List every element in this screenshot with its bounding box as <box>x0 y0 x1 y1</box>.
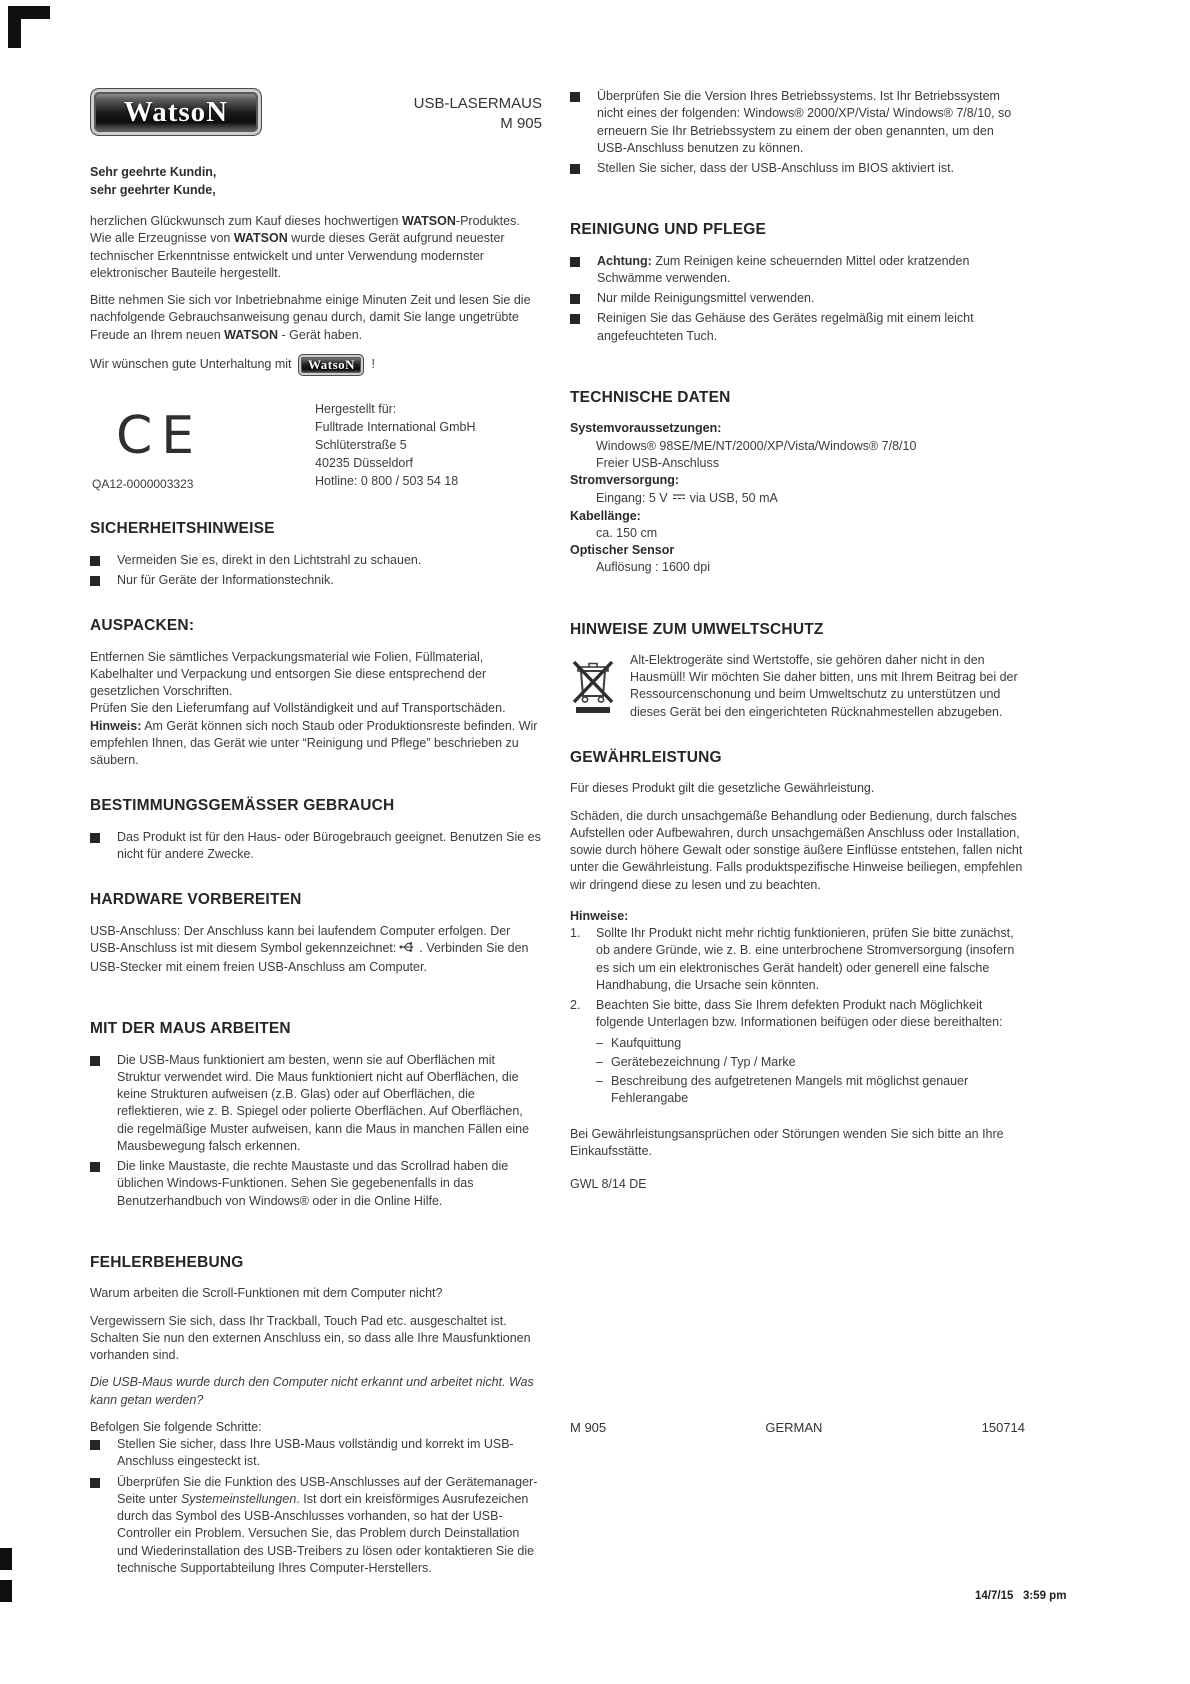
text-fragment: Am Gerät können sich noch Staub oder Produktionsreste befinden. Wir empfehlen Ihnen, das Gerät wie unter “Reinigung und Pflege” beschrieben zu säubern. <box>90 718 538 768</box>
text-fragment: . Verbinden Sie den USB-Stecker mit einem freien USB-Anschluss am Computer. <box>90 940 529 975</box>
item-number: 2. <box>570 998 581 1012</box>
list-item <box>90 1436 542 1471</box>
spec-label: Systemvoraussetzungen: <box>570 421 722 436</box>
list-item <box>90 829 542 864</box>
paragraph: Schäden, die durch unsachgemäße Behandlung oder Bedienung, durch falsches Aufstellen oder Aufbewahren, durch unsachgemäßen Anschluss oder Installation, sowie durch höhere Gewalt oder sonstige äußere Einflüsse entstehen, fallen nicht unter die Gewährleistung. Falls produktspezifische Hinweise beiliegen, empfehlen wir dringend diese zu lesen und zu beachten. <box>570 808 1023 892</box>
spec-value: ca. 150 cm <box>596 525 658 540</box>
section-using-mouse <box>90 1018 542 1210</box>
text-fragment: Überprüfen Sie die Funktion des USB-Anschlusses auf der Gerätemanager-Seite unter <box>117 1474 538 1506</box>
salutation-line: Sehr geehrte Kundin, <box>90 165 217 179</box>
document-code: GWL 8/14 DE <box>570 1177 647 1191</box>
bullet-square-icon <box>570 257 580 267</box>
dash-bullet: – <box>596 1054 603 1069</box>
watson-logo-text: WatsoN <box>307 356 356 372</box>
watson-logo <box>90 88 262 136</box>
manufacturer-line: 40235 Düsseldorf <box>315 456 413 471</box>
section-intended-use <box>90 795 542 863</box>
brand-name: WATSON <box>233 231 288 246</box>
list-item <box>570 290 1025 307</box>
brand-name: WATSON <box>401 214 456 228</box>
spec-label: Stromversorgung: <box>570 473 680 487</box>
spec-label: Optischer Sensor <box>570 543 675 557</box>
list-item <box>570 160 1025 177</box>
question: Warum arbeiten die Scroll-Funktionen mit dem Computer nicht? <box>90 1286 443 1301</box>
numbered-item <box>570 925 1025 994</box>
section-safety <box>90 518 542 589</box>
notes-label: Hinweise: <box>570 908 629 923</box>
list-item-text: Die USB-Maus funktioniert am besten, wenn sie auf Oberflächen mit Struktur verwendet wird. Die Maus funktioniert nicht auf Oberflächen, die keine Strukturen aufweisen (z.B. Glas) oder auf Oberflächen, die reflektieren, wie z. B. Spiegel oder polierte Oberflächen. Auf Oberflächen, die regelmäßige Muster aufweisen, kann die Maus in manchen Fällen eine Mausbewegung falsch erkennen. <box>117 1052 530 1153</box>
bullet-square-icon <box>570 314 580 324</box>
registration-mark <box>0 1548 12 1570</box>
text-fragment: herzlichen Glückwunsch zum Kauf dieses hochwertigen <box>90 214 402 228</box>
list-item-text: Nur für Geräte der Informationstechnik. <box>117 572 334 587</box>
text-fragment: ! <box>371 357 375 372</box>
bullet-square-icon <box>570 92 580 102</box>
warning-label: Achtung: <box>597 253 652 268</box>
section-os-check <box>570 88 1025 177</box>
footer-language: GERMAN <box>765 1420 823 1435</box>
print-timestamp: 14/7/15 3:59 pm <box>975 1590 1067 1602</box>
list-item-text: Die linke Maustaste, die rechte Maustaste und das Scrollrad haben die üblichen Windows-Funktionen. Sehen Sie gegebenenfalls in das Benutzerhandbuch von Windows® oder in die Online Hilfe. <box>117 1159 509 1208</box>
list-item-text <box>117 1474 542 1578</box>
salutation <box>90 164 542 199</box>
list-item <box>570 310 1025 345</box>
bullet-square-icon <box>90 1162 100 1172</box>
paragraph: Entfernen Sie sämtliches Verpackungsmaterial wie Folien, Füllmaterial, Kabelhalter und Verpackung und entsorgen Sie diese entsprechend der gesetzlichen Vorschriften. <box>90 649 487 699</box>
list-item-text: Vermeiden Sie es, direkt in den Lichtstrahl zu schauen. <box>117 552 422 567</box>
paragraph: Vergewissern Sie sich, dass Ihr Trackball, Touch Pad etc. ausgeschaltet ist. Schalten Sie nun den externen Anschluss ein, so dass alle Ihre Mausfunktionen vorhanden sind. <box>90 1313 531 1363</box>
section-heading: FEHLERBEHEBUNG <box>90 1253 244 1271</box>
section-technical-data <box>570 387 1025 577</box>
bullet-square-icon <box>90 1056 100 1066</box>
paragraph <box>90 718 542 770</box>
paragraph <box>90 923 542 977</box>
section-heading: GEWÄHRLEISTUNG <box>570 748 722 766</box>
bullet-square-icon <box>90 833 100 843</box>
section-heading: HINWEISE ZUM UMWELTSCHUTZ <box>570 620 824 638</box>
manufacturer-line: Hotline: 0 800 / 503 54 18 <box>315 474 459 489</box>
section-cleaning <box>570 219 1025 345</box>
right-column <box>570 88 1025 1203</box>
ce-mark-icon: CE <box>116 405 204 466</box>
section-unpacking <box>90 615 542 769</box>
list-item <box>90 1474 542 1578</box>
paragraph: Für dieses Produkt gilt die gesetzliche Gewährleistung. <box>570 781 875 796</box>
list-item-text: Stellen Sie sicher, dass Ihre USB-Maus vollständig und korrekt im USB-Anschluss eingesteckt ist. <box>117 1437 514 1469</box>
list-item-text: Reinigen Sie das Gehäuse des Gerätes regelmäßig mit einem leicht angefeuchteten Tuch. <box>597 311 974 343</box>
text-fragment-italic: Systemeinstellungen <box>180 1491 297 1506</box>
list-item-text <box>597 253 1025 288</box>
manufacturer-line: Hergestellt für: <box>315 401 397 416</box>
page-footer <box>570 1420 1025 1435</box>
list-item <box>90 572 542 589</box>
dashed-item-text: Gerätebezeichnung / Typ / Marke <box>611 1054 796 1069</box>
certification-block <box>90 398 542 493</box>
brand-name: WATSON <box>224 327 279 342</box>
section-heading: REINIGUNG UND PFLEGE <box>570 221 767 239</box>
section-heading: SICHERHEITSHINWEISE <box>90 520 275 538</box>
text-fragment: Zum Reinigen keine scheuernden Mittel oder kratzenden Schwämme verwenden. <box>597 253 970 285</box>
dash-bullet: – <box>596 1035 603 1050</box>
watson-logo-text: WatsoN <box>123 95 229 128</box>
section-environment <box>570 619 1025 721</box>
note-label: Hinweis: <box>90 718 142 733</box>
spec-value <box>596 489 1025 507</box>
salutation-line: sehr geehrter Kunde, <box>90 182 216 197</box>
item-number: 1. <box>570 926 581 940</box>
text-fragment: -Produktes. Wie alle Erzeugnisse von <box>90 214 520 246</box>
dashed-item <box>596 1073 1025 1108</box>
text-fragment: Bitte nehmen Sie sich vor Inbetriebnahme einige Minuten Zeit und lesen Sie die nachfolgende Gebrauchsanweisung genau durch, damit Sie lange ungetrübte Freude an Ihrem neuen <box>90 293 531 342</box>
list-item-text: Stellen Sie sicher, dass der USB-Anschluss im BIOS aktiviert ist. <box>597 161 955 175</box>
bullet-square-icon <box>90 1478 100 1488</box>
footer-number: 150714 <box>981 1420 1025 1435</box>
usb-trident-icon <box>399 940 416 959</box>
bullet-square-icon <box>90 576 100 586</box>
numbered-item-text: Sollte Ihr Produkt nicht mehr richtig funktionieren, prüfen Sie bitte zunächst, ob andere Gründe, wie z. B. eine unterbrochene Stromversorgung (insofern es sich um ein elektronisches Gerät handelt) oder generell eine falsche Handhabung, die Ursache sein könnten. <box>596 926 1015 992</box>
paragraph: Befolgen Sie folgende Schritte: <box>90 1419 262 1434</box>
left-column <box>90 88 542 1580</box>
wish-line <box>90 354 542 376</box>
bullet-square-icon <box>570 294 580 304</box>
spec-value: Windows® 98SE/ME/NT/2000/XP/Vista/Windows® 7/8/10 <box>596 438 917 453</box>
environment-note <box>570 652 1025 721</box>
numbered-item <box>570 997 1025 1032</box>
section-heading: HARDWARE VORBEREITEN <box>90 891 302 909</box>
dashed-item-text: Beschreibung des aufgetretenen Mangels mit möglichst genauer Fehlerangabe <box>611 1074 969 1106</box>
list-item-text: Überprüfen Sie die Version Ihres Betriebssystems. Ist Ihr Betriebssystem nicht eines der folgenden: Windows® 2000/XP/Vista/ Windows® 7/8/10, so erneuern Sie Ihr Betriebssystem zu einem der oben genannten, um den USB-Anschluss benutzen zu können. <box>597 89 1012 155</box>
bullet-square-icon <box>90 1440 100 1450</box>
section-heading: MIT DER MAUS ARBEITEN <box>90 1020 291 1038</box>
qa-number: QA12-0000003323 <box>92 476 194 491</box>
section-heading: TECHNISCHE DATEN <box>570 388 731 406</box>
direct-current-icon <box>672 489 686 506</box>
intro-paragraph <box>90 213 542 282</box>
dashed-item <box>596 1054 1025 1071</box>
watson-logo-small <box>298 354 364 376</box>
spec-value: Freier USB-Anschluss <box>596 455 719 470</box>
intro-paragraph <box>90 292 542 344</box>
page-header <box>90 88 542 136</box>
model-number: M 905 <box>500 115 542 133</box>
registration-mark <box>0 1580 12 1602</box>
section-hardware <box>90 889 542 976</box>
weee-bin-icon <box>570 652 622 721</box>
numbered-item-text: Beachten Sie bitte, dass Sie Ihrem defekten Produkt nach Möglichkeit folgende Unterlagen bzw. Informationen beifügen oder diese bereithalten: <box>596 998 1003 1030</box>
list-item <box>90 1052 542 1156</box>
manufacturer-address <box>315 398 476 493</box>
text-fragment: wurde dieses Gerät aufgrund neuester technischer Erkenntnisse entwickelt und unter Verwendung modernster elektronischer Bauteile hergestellt. <box>90 231 505 280</box>
environment-text: Alt-Elektrogeräte sind Wertstoffe, sie gehören daher nicht in den Hausmüll! Wir möchten Sie daher bitten, uns mit Ihrem Beitrag bei der Ressourcenschonung und beim Umweltschutz zu unterstützen und dieses Gerät bei den eingerichteten Rücknahmestellen abzugeben. <box>630 652 1018 719</box>
document-title <box>414 88 542 135</box>
text-fragment: via USB, 50 mA <box>689 491 778 506</box>
spec-value: Auflösung : 1600 dpi <box>596 560 710 575</box>
question-italic: Die USB-Maus wurde durch den Computer nicht erkannt und arbeitet nicht. Was kann getan werden? <box>90 1375 534 1407</box>
section-troubleshooting <box>90 1252 542 1577</box>
section-heading: BESTIMMUNGSGEMÄSSER GEBRAUCH <box>90 797 395 815</box>
text-fragment: . Ist dort ein kreisförmiges Ausrufezeichen durch das Symbol des USB-Anschlusses vorhanden, so hat der USB-Controller ein Problem. Versuchen Sie, das Problem durch Deinstallation und Wiederinstallation des USB-Treibers zu lösen oder kontaktieren Sie die technische Supportabteilung Ihres Computer-Herstellers. <box>117 1491 535 1575</box>
text-fragment: Wir wünschen gute Unterhaltung mit <box>90 357 292 372</box>
footer-model: M 905 <box>570 1420 607 1435</box>
section-warranty <box>570 747 1025 1193</box>
text-fragment: USB-Anschluss: Der Anschluss kann bei laufendem Computer erfolgen. Der USB-Anschluss ist mit diesem Symbol gekennzeichnet: <box>90 923 511 955</box>
text-fragment: Eingang: 5 V <box>596 491 668 506</box>
list-item-text: Das Produkt ist für den Haus- oder Bürogebrauch geeignet. Benutzen Sie es nicht für andere Zwecke. <box>117 829 541 861</box>
list-item <box>570 88 1025 157</box>
section-heading: AUSPACKEN: <box>90 617 195 635</box>
manufacturer-line: Fulltrade International GmbH <box>315 419 476 434</box>
registration-mark <box>8 6 50 19</box>
paragraph: Prüfen Sie den Lieferumfang auf Vollständigkeit und auf Transportschäden. <box>90 701 506 716</box>
product-name: USB-LASERMAUS <box>413 95 542 112</box>
text-fragment: - Gerät haben. <box>278 327 363 342</box>
list-item <box>90 1158 542 1210</box>
list-item-text: Nur milde Reinigungsmittel verwenden. <box>597 291 815 306</box>
dash-bullet: – <box>596 1074 603 1088</box>
dashed-item-text: Kaufquittung <box>611 1035 682 1050</box>
paragraph: Bei Gewährleistungsansprüchen oder Störungen wenden Sie sich bitte an Ihre Einkaufsstätte. <box>570 1126 1004 1158</box>
list-item <box>570 253 1025 288</box>
dashed-item <box>596 1035 1025 1052</box>
ce-block <box>90 398 315 493</box>
bullet-square-icon <box>90 556 100 566</box>
manufacturer-line: Schlüterstraße 5 <box>315 438 407 452</box>
list-item <box>90 552 542 569</box>
spec-label: Kabellänge: <box>570 508 641 523</box>
bullet-square-icon <box>570 164 580 174</box>
